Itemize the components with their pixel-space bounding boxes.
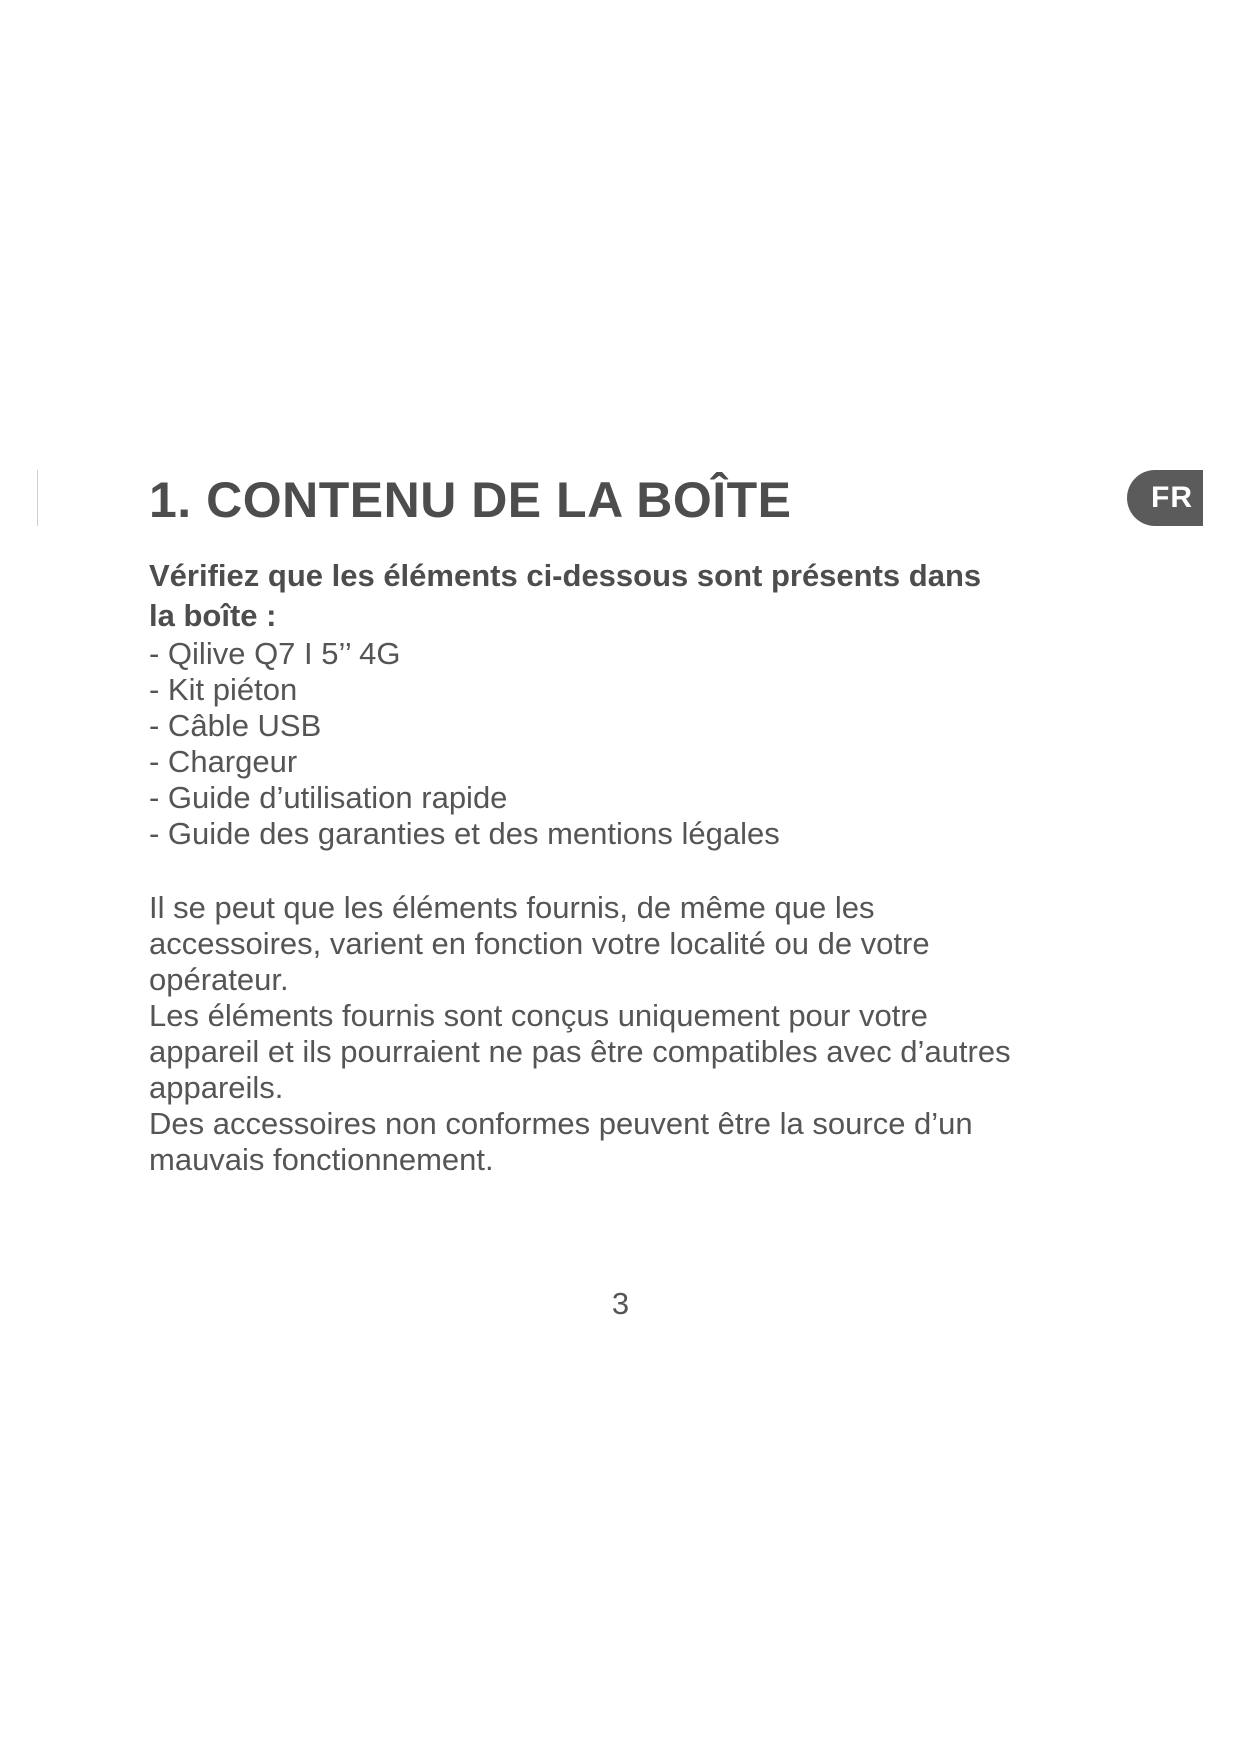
note-line: appareils.: [149, 1070, 284, 1105]
section-title: 1. CONTENU DE LA BOÎTE: [149, 472, 792, 528]
intro-line-1: Vérifiez que les éléments ci-dessous sont présents dans: [149, 558, 982, 593]
note-line: accessoires, varient en fonction votre localité ou de votre: [149, 926, 930, 961]
section-content: [149, 470, 1089, 1177]
note-line: Des accessoires non conformes peuvent être la source d’un: [149, 1106, 973, 1141]
language-tab: [1127, 470, 1203, 526]
language-tab-label: FR: [1151, 481, 1193, 514]
note-line: Il se peut que les éléments fournis, de même que les: [149, 890, 875, 925]
list-item: - Chargeur: [149, 744, 298, 779]
list-item: - Guide d’utilisation rapide: [149, 780, 508, 815]
note-line: appareil et ils pourraient ne pas être compatibles avec d’autres: [149, 1034, 1011, 1069]
note-line: opérateur.: [149, 962, 289, 997]
page-number: 3: [611, 1286, 630, 1321]
section-body: [149, 556, 1089, 1178]
list-item: - Qilive Q7 I 5’’ 4G: [149, 636, 401, 671]
list-item: - Kit piéton: [149, 672, 298, 707]
box-contents-list: [149, 636, 1089, 852]
intro-line-2: la boîte :: [149, 598, 277, 633]
list-item: - Guide des garanties et des mentions légales: [149, 816, 780, 851]
note-line: Les éléments fournis sont conçus uniquement pour votre: [149, 998, 928, 1033]
note-line: mauvais fonctionnement.: [149, 1142, 494, 1177]
list-item: - Câble USB: [149, 708, 322, 743]
notes-paragraphs: [149, 890, 1089, 1178]
left-margin-rule: [37, 470, 38, 526]
